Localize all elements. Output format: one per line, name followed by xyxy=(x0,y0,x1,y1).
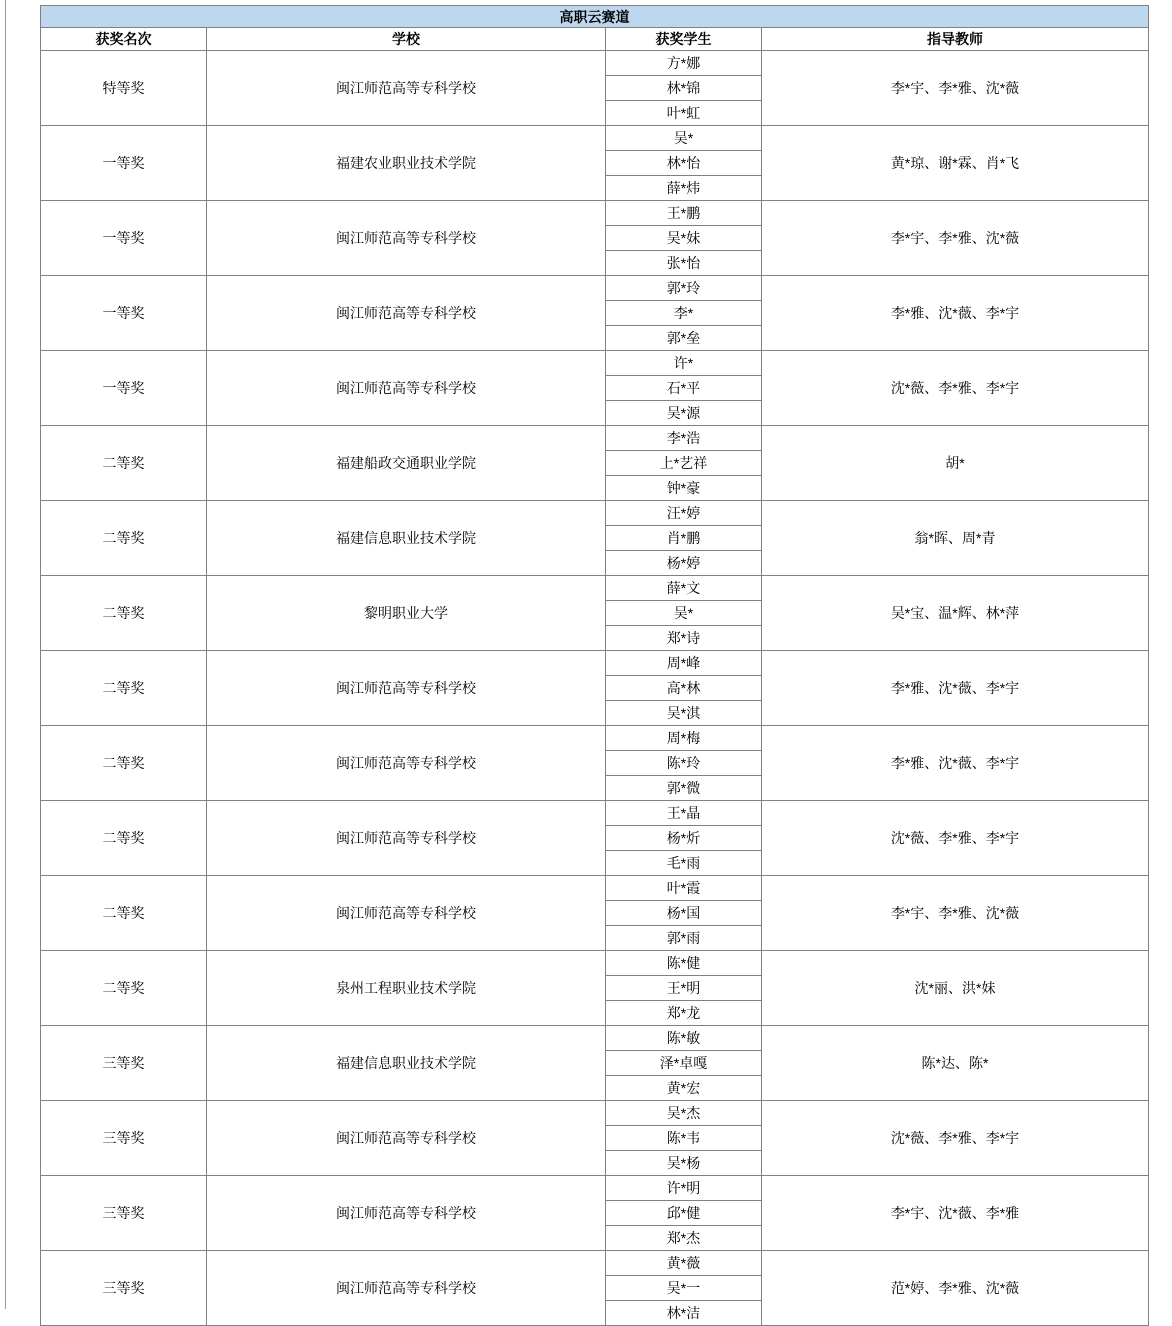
table-title: 高职云赛道 xyxy=(41,6,1149,28)
school-cell: 闽江师范高等专科学校 xyxy=(207,51,606,126)
student-cell: 吴* xyxy=(606,601,762,626)
rank-cell: 二等奖 xyxy=(41,951,207,1026)
student-cell: 黄*宏 xyxy=(606,1076,762,1101)
student-cell: 李*浩 xyxy=(606,426,762,451)
student-cell: 吴* xyxy=(606,126,762,151)
student-cell: 郭*微 xyxy=(606,776,762,801)
teachers-cell: 李*宇、李*雅、沈*薇 xyxy=(762,201,1149,276)
award-row xyxy=(41,126,1149,151)
award-row xyxy=(41,726,1149,751)
rank-cell: 二等奖 xyxy=(41,576,207,651)
teachers-cell: 黄*琼、谢*霖、肖*飞 xyxy=(762,126,1149,201)
student-cell: 杨*炘 xyxy=(606,826,762,851)
student-cell: 杨*婷 xyxy=(606,551,762,576)
student-cell: 陈*玲 xyxy=(606,751,762,776)
student-cell: 林*怡 xyxy=(606,151,762,176)
column-header-students: 获奖学生 xyxy=(606,28,762,51)
student-cell: 郭*雨 xyxy=(606,926,762,951)
rank-cell: 三等奖 xyxy=(41,1176,207,1251)
school-cell: 福建船政交通职业学院 xyxy=(207,426,606,501)
school-cell: 闽江师范高等专科学校 xyxy=(207,1251,606,1326)
student-cell: 郑*诗 xyxy=(606,626,762,651)
column-header-school: 学校 xyxy=(207,28,606,51)
school-cell: 闽江师范高等专科学校 xyxy=(207,351,606,426)
student-cell: 张*怡 xyxy=(606,251,762,276)
student-cell: 王*晶 xyxy=(606,801,762,826)
column-header-teachers: 指导教师 xyxy=(762,28,1149,51)
school-cell: 福建农业职业技术学院 xyxy=(207,126,606,201)
student-cell: 郑*杰 xyxy=(606,1226,762,1251)
table-body xyxy=(41,51,1149,1326)
school-cell: 福建信息职业技术学院 xyxy=(207,1026,606,1101)
teachers-cell: 李*雅、沈*薇、李*宇 xyxy=(762,726,1149,801)
student-cell: 吴*源 xyxy=(606,401,762,426)
award-row xyxy=(41,1176,1149,1201)
student-cell: 石*平 xyxy=(606,376,762,401)
student-cell: 吴*杨 xyxy=(606,1151,762,1176)
award-row xyxy=(41,576,1149,601)
student-cell: 黄*薇 xyxy=(606,1251,762,1276)
rank-cell: 一等奖 xyxy=(41,351,207,426)
student-cell: 邱*健 xyxy=(606,1201,762,1226)
school-cell: 闽江师范高等专科学校 xyxy=(207,276,606,351)
teachers-cell: 李*宇、李*雅、沈*薇 xyxy=(762,876,1149,951)
teachers-cell: 李*宇、李*雅、沈*薇 xyxy=(762,51,1149,126)
award-row xyxy=(41,801,1149,826)
award-row xyxy=(41,1101,1149,1126)
student-cell: 陈*健 xyxy=(606,951,762,976)
student-cell: 林*洁 xyxy=(606,1301,762,1326)
student-cell: 薛*炜 xyxy=(606,176,762,201)
award-row xyxy=(41,1026,1149,1051)
rank-cell: 二等奖 xyxy=(41,426,207,501)
student-cell: 杨*国 xyxy=(606,901,762,926)
teachers-cell: 范*婷、李*雅、沈*薇 xyxy=(762,1251,1149,1326)
school-cell: 闽江师范高等专科学校 xyxy=(207,201,606,276)
award-row xyxy=(41,426,1149,451)
teachers-cell: 吴*宝、温*辉、林*萍 xyxy=(762,576,1149,651)
student-cell: 陈*敏 xyxy=(606,1026,762,1051)
school-cell: 闽江师范高等专科学校 xyxy=(207,651,606,726)
award-row xyxy=(41,201,1149,226)
rank-cell: 三等奖 xyxy=(41,1101,207,1176)
rank-cell: 一等奖 xyxy=(41,201,207,276)
school-cell: 黎明职业大学 xyxy=(207,576,606,651)
student-cell: 李* xyxy=(606,301,762,326)
rank-cell: 特等奖 xyxy=(41,51,207,126)
rank-cell: 二等奖 xyxy=(41,651,207,726)
teachers-cell: 陈*达、陈* xyxy=(762,1026,1149,1101)
rank-cell: 二等奖 xyxy=(41,801,207,876)
student-cell: 许* xyxy=(606,351,762,376)
rank-cell: 三等奖 xyxy=(41,1026,207,1101)
school-cell: 泉州工程职业技术学院 xyxy=(207,951,606,1026)
student-cell: 钟*豪 xyxy=(606,476,762,501)
teachers-cell: 沈*薇、李*雅、李*宇 xyxy=(762,1101,1149,1176)
student-cell: 泽*卓嘎 xyxy=(606,1051,762,1076)
student-cell: 吴*妹 xyxy=(606,226,762,251)
school-cell: 闽江师范高等专科学校 xyxy=(207,1101,606,1176)
student-cell: 吴*杰 xyxy=(606,1101,762,1126)
table-header-row xyxy=(41,28,1149,51)
student-cell: 林*锦 xyxy=(606,76,762,101)
student-cell: 周*梅 xyxy=(606,726,762,751)
student-cell: 郑*龙 xyxy=(606,1001,762,1026)
student-cell: 吴*一 xyxy=(606,1276,762,1301)
teachers-cell: 李*雅、沈*薇、李*宇 xyxy=(762,276,1149,351)
rank-cell: 三等奖 xyxy=(41,1251,207,1326)
award-row xyxy=(41,951,1149,976)
school-cell: 闽江师范高等专科学校 xyxy=(207,876,606,951)
student-cell: 许*明 xyxy=(606,1176,762,1201)
student-cell: 高*林 xyxy=(606,676,762,701)
page-left-edge-line xyxy=(5,0,6,1309)
table-title-row xyxy=(41,6,1149,28)
student-cell: 郭*玲 xyxy=(606,276,762,301)
student-cell: 陈*韦 xyxy=(606,1126,762,1151)
teachers-cell: 李*雅、沈*薇、李*宇 xyxy=(762,651,1149,726)
student-cell: 吴*淇 xyxy=(606,701,762,726)
award-row xyxy=(41,651,1149,676)
award-row xyxy=(41,51,1149,76)
student-cell: 薛*文 xyxy=(606,576,762,601)
teachers-cell: 李*宇、沈*薇、李*雅 xyxy=(762,1176,1149,1251)
student-cell: 王*鹏 xyxy=(606,201,762,226)
teachers-cell: 翁*晖、周*青 xyxy=(762,501,1149,576)
student-cell: 叶*虹 xyxy=(606,101,762,126)
student-cell: 王*明 xyxy=(606,976,762,1001)
student-cell: 方*娜 xyxy=(606,51,762,76)
teachers-cell: 沈*丽、洪*妹 xyxy=(762,951,1149,1026)
teachers-cell: 沈*薇、李*雅、李*宇 xyxy=(762,351,1149,426)
teachers-cell: 胡* xyxy=(762,426,1149,501)
column-header-rank: 获奖名次 xyxy=(41,28,207,51)
teachers-cell: 沈*薇、李*雅、李*宇 xyxy=(762,801,1149,876)
award-row xyxy=(41,501,1149,526)
rank-cell: 二等奖 xyxy=(41,726,207,801)
rank-cell: 一等奖 xyxy=(41,126,207,201)
rank-cell: 二等奖 xyxy=(41,501,207,576)
award-row xyxy=(41,276,1149,301)
award-row xyxy=(41,351,1149,376)
student-cell: 汪*婷 xyxy=(606,501,762,526)
award-row xyxy=(41,876,1149,901)
student-cell: 郭*垒 xyxy=(606,326,762,351)
rank-cell: 一等奖 xyxy=(41,276,207,351)
student-cell: 周*峰 xyxy=(606,651,762,676)
student-cell: 毛*雨 xyxy=(606,851,762,876)
school-cell: 闽江师范高等专科学校 xyxy=(207,1176,606,1251)
student-cell: 肖*鹏 xyxy=(606,526,762,551)
student-cell: 叶*霞 xyxy=(606,876,762,901)
rank-cell: 二等奖 xyxy=(41,876,207,951)
award-results-table xyxy=(40,5,1149,1326)
school-cell: 闽江师范高等专科学校 xyxy=(207,801,606,876)
student-cell: 上*艺祥 xyxy=(606,451,762,476)
school-cell: 福建信息职业技术学院 xyxy=(207,501,606,576)
award-row xyxy=(41,1251,1149,1276)
school-cell: 闽江师范高等专科学校 xyxy=(207,726,606,801)
